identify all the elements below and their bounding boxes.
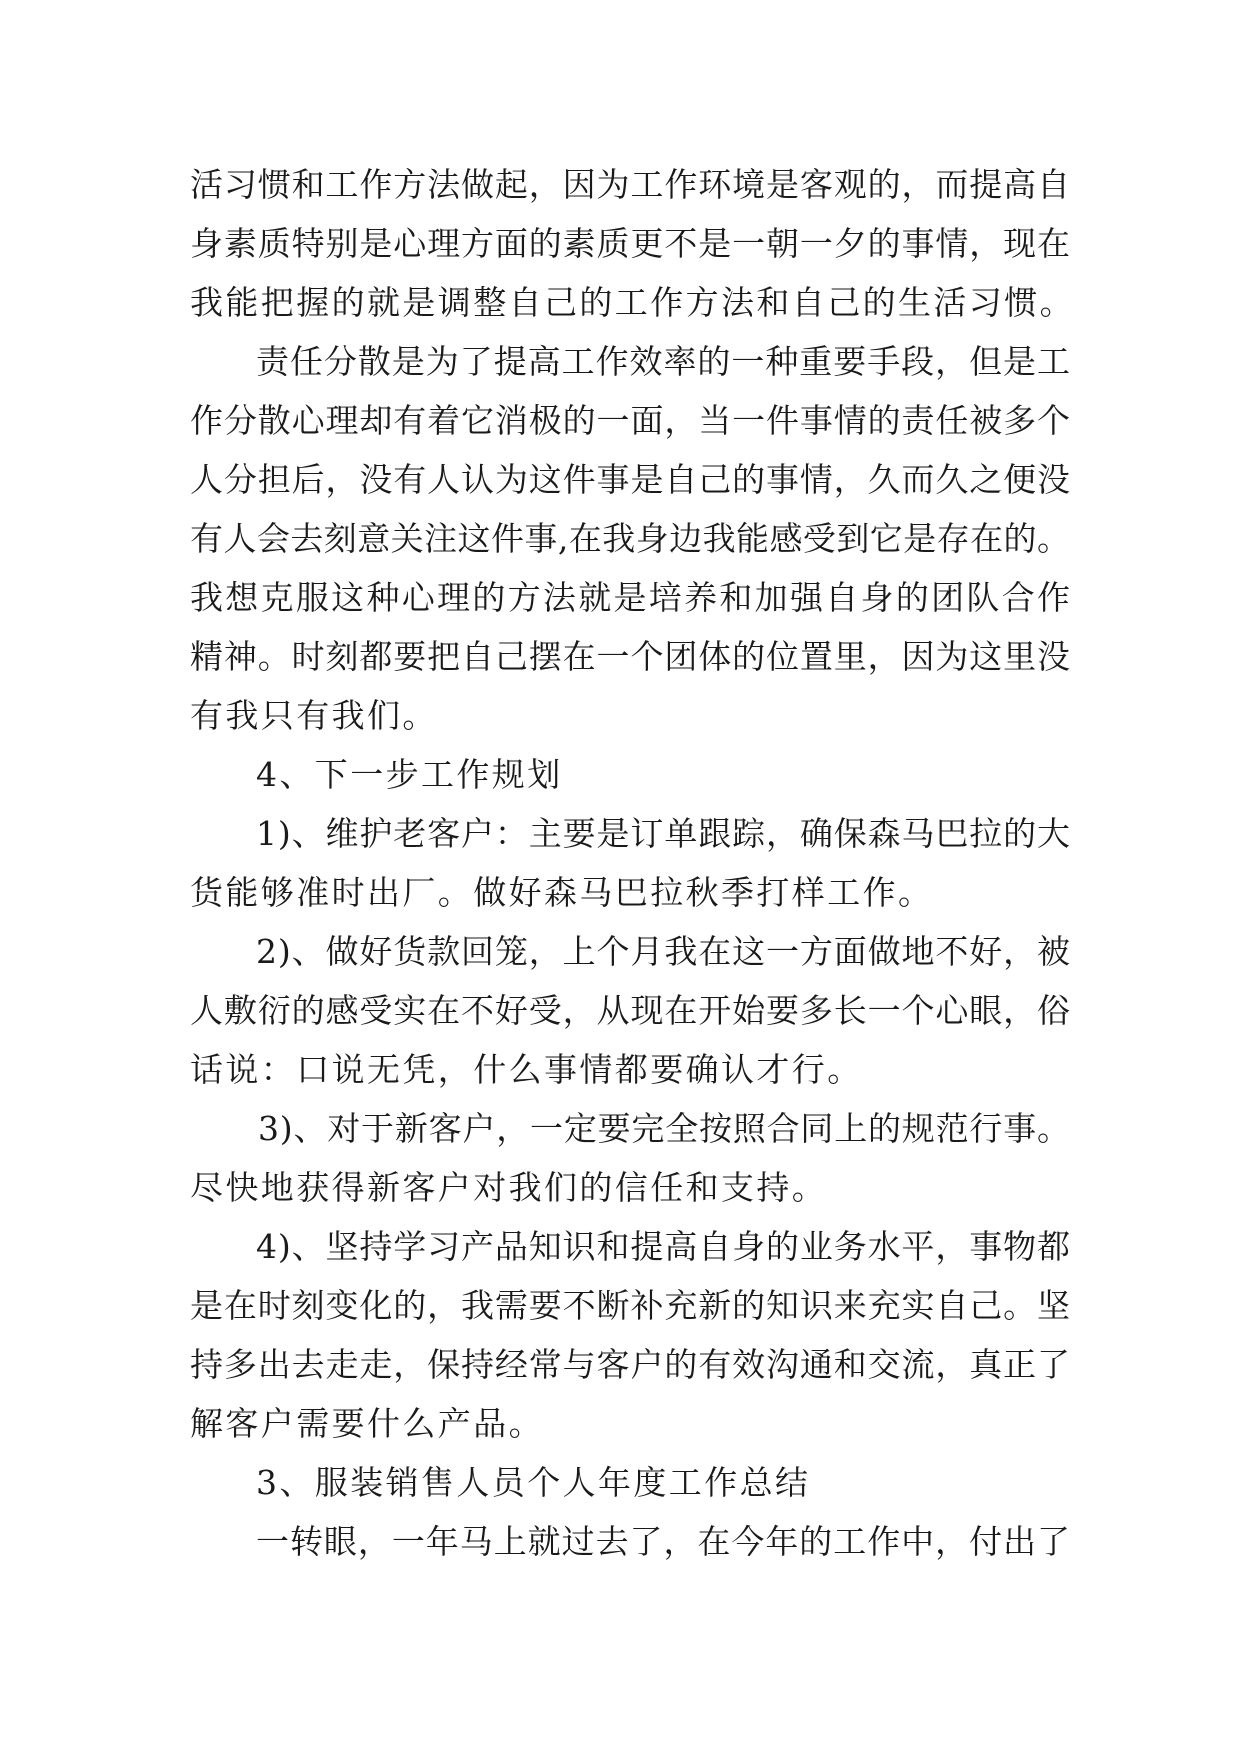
text-line: 有我只有我们。: [190, 696, 438, 735]
section-heading: 3、服装销售人员个人年度工作总结: [256, 1463, 811, 1502]
text-line: 精神。时刻都要把自己摆在一个团体的位置里，因为这里没: [190, 637, 1071, 676]
text-line: 身素质特别是心理方面的素质更不是一朝一夕的事情，现在: [190, 224, 1071, 263]
text-line: 作分散心理却有着它消极的一面，当一件事情的责任被多个: [190, 401, 1071, 440]
text-line: 一转眼，一年马上就过去了，在今年的工作中，付出了: [256, 1522, 1071, 1561]
text-line: 2)、做好货款回笼，上个月我在这一方面做地不好，被: [256, 932, 1071, 971]
text-line: 尽快地获得新客户对我们的信任和支持。: [190, 1168, 828, 1207]
text-line: 我想克服这种心理的方法就是培养和加强自身的团队合作: [190, 578, 1073, 617]
text-line: 活习惯和工作方法做起，因为工作环境是客观的，而提高自: [190, 165, 1071, 204]
text-line: 话说：口说无凭，什么事情都要确认才行。: [190, 1050, 863, 1089]
text-line: 3)、对于新客户，一定要完全按照合同上的规范行事。: [258, 1109, 1071, 1148]
text-line: 人敷衍的感受实在不好受，从现在开始要多长一个心眼，俗: [190, 991, 1071, 1030]
text-line: 我能把握的就是调整自己的工作方法和自己的生活习惯。: [190, 283, 1075, 322]
text-line: 解客户需要什么产品。: [190, 1404, 544, 1443]
text-line: 4)、坚持学习产品知识和提高自身的业务水平，事物都: [256, 1227, 1071, 1266]
text-line: 货能够准时出厂。做好森马巴拉秋季打样工作。: [190, 873, 934, 912]
section-heading: 4、下一步工作规划: [256, 755, 563, 794]
text-line: 人分担后，没有人认为这件事是自己的事情，久而久之便没: [190, 460, 1071, 499]
text-line: 持多出去走走，保持经常与客户的有效沟通和交流，真正了: [190, 1345, 1071, 1384]
text-line: 是在时刻变化的，我需要不断补充新的知识来充实自己。坚: [190, 1286, 1071, 1325]
text-line: 责任分散是为了提高工作效率的一种重要手段，但是工: [256, 342, 1071, 381]
text-line: 有人会去刻意关注这件事,在我身边我能感受到它是存在的。: [190, 519, 1071, 558]
text-line: 1)、维护老客户：主要是订单跟踪，确保森马巴拉的大: [256, 814, 1071, 853]
